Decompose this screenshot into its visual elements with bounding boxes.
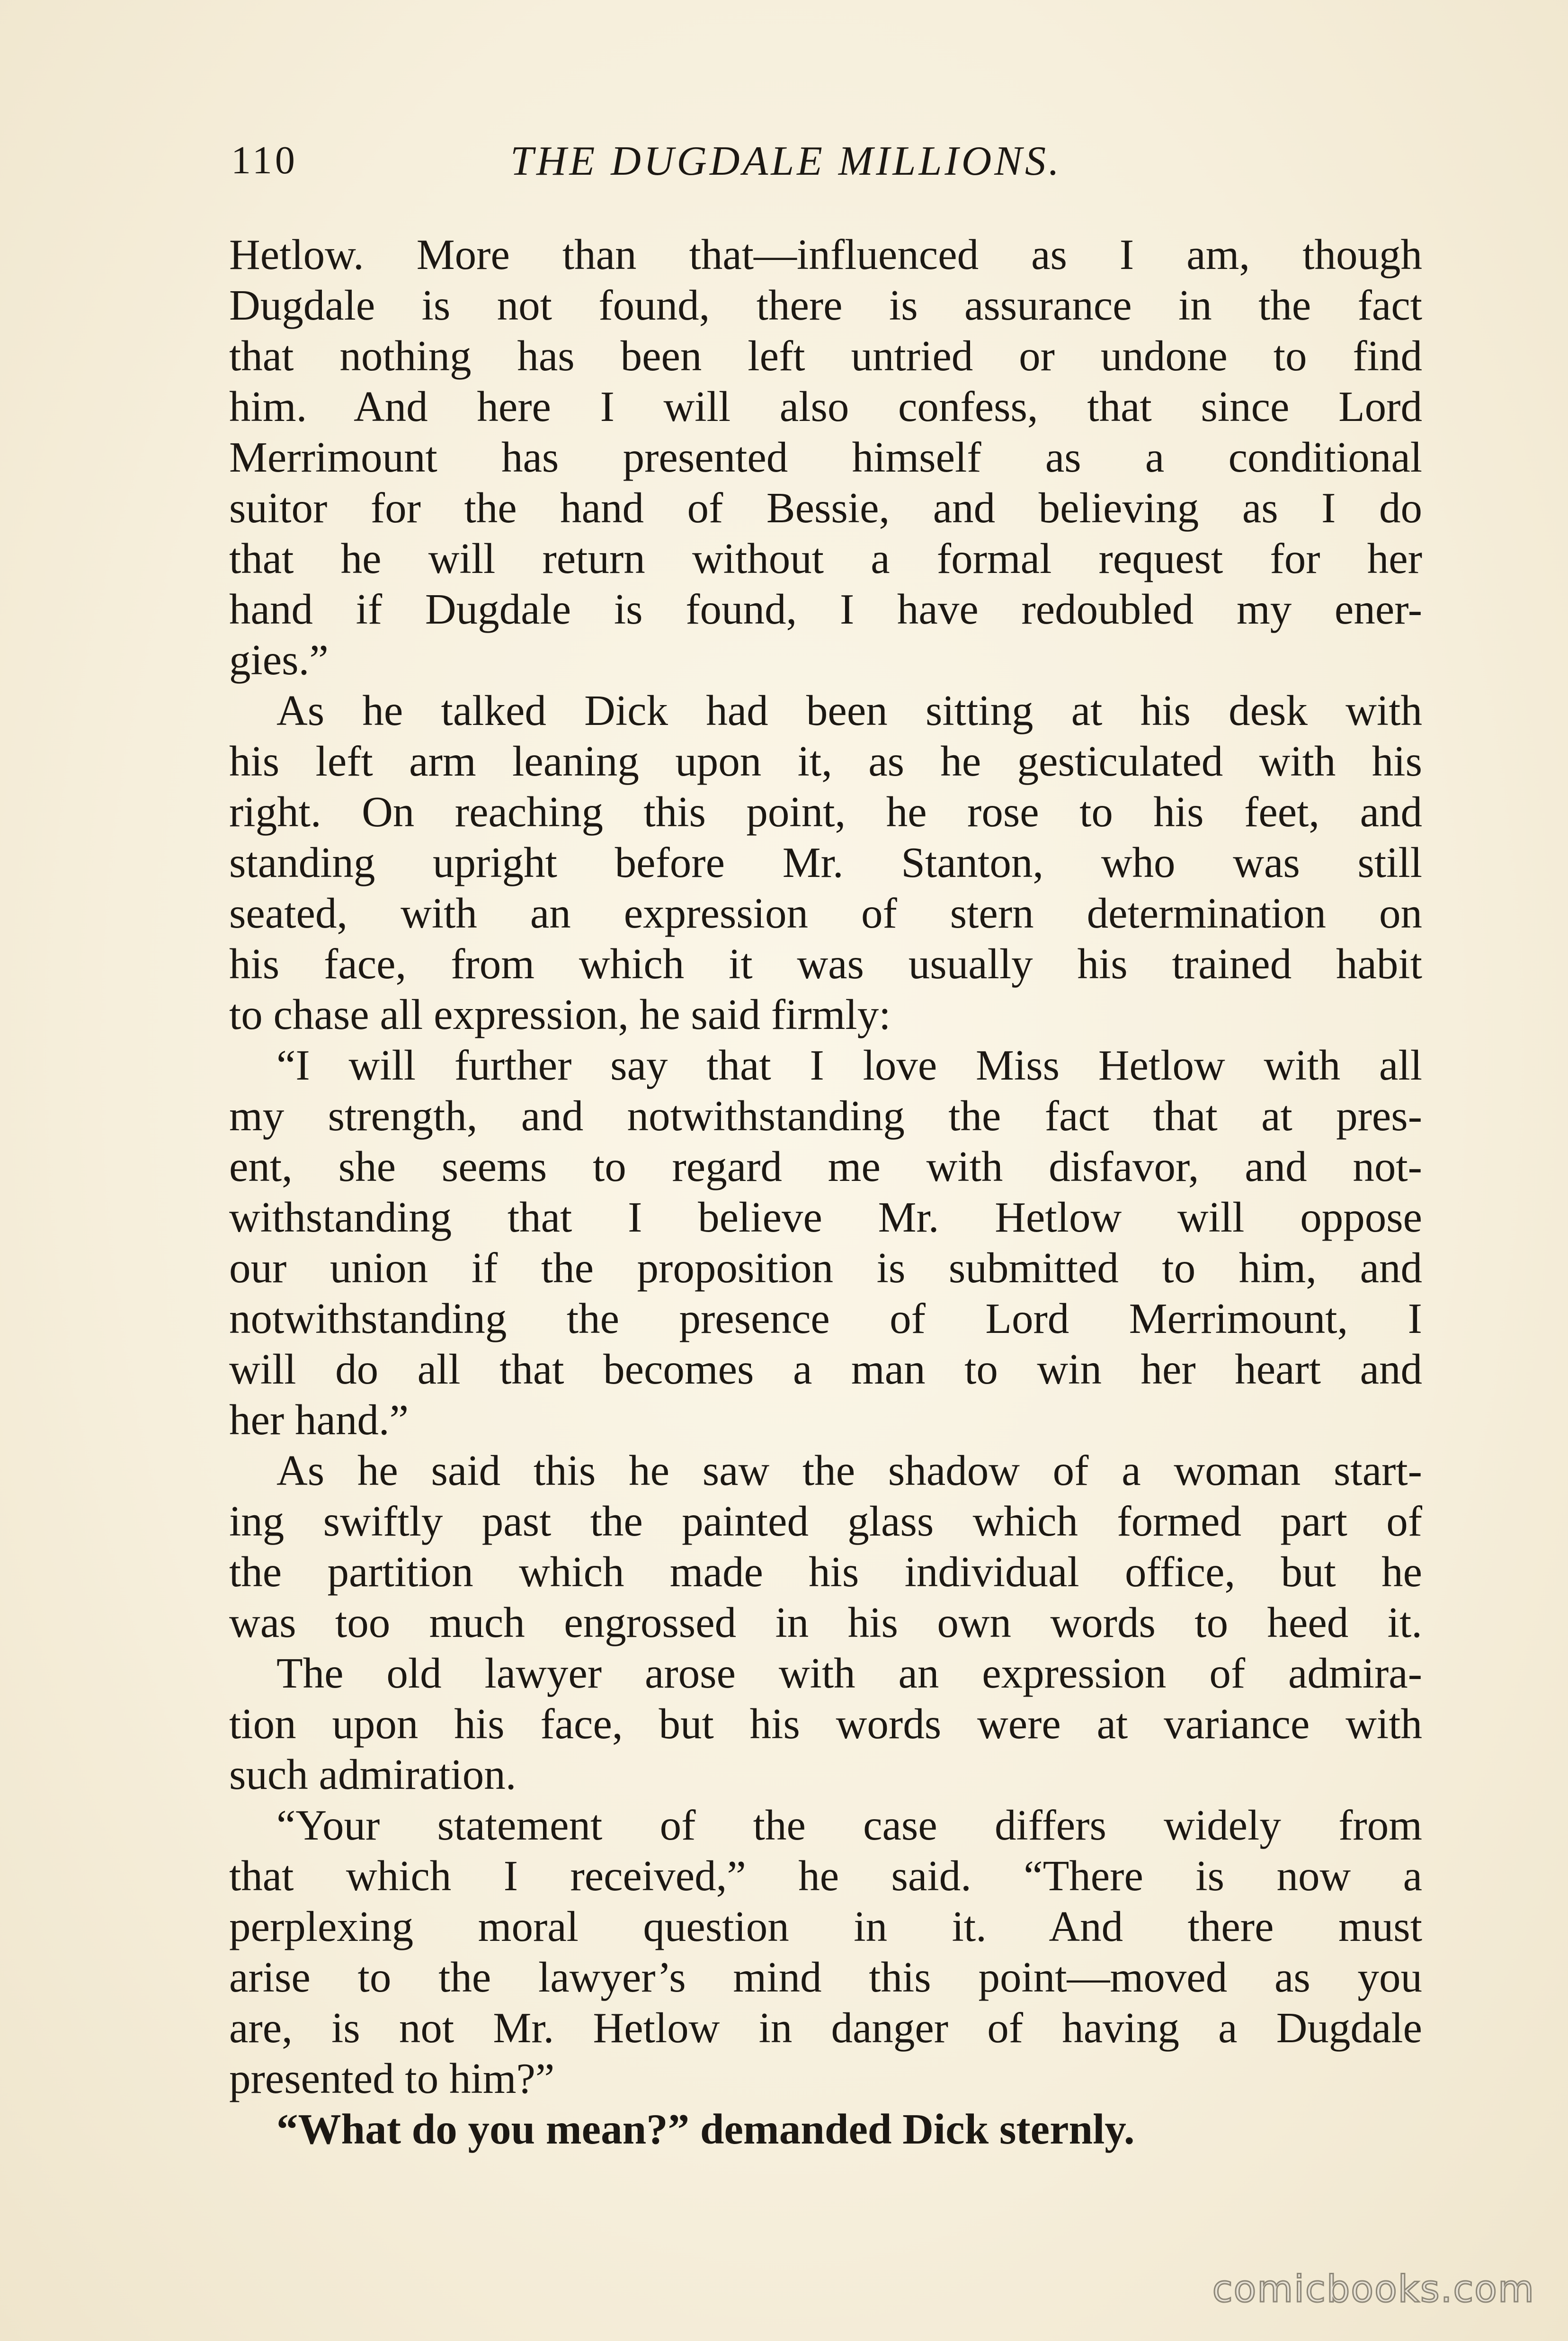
text-line: are, is not Mr. Hetlow in danger of having a Dugdale: [229, 2004, 1422, 2052]
text-line: will do all that becomes a man to win her heart and: [229, 1345, 1422, 1393]
text-line: that he will return without a formal request for her: [229, 535, 1422, 582]
text-line: such admiration.: [229, 1751, 517, 1798]
text-line: As he said this he saw the shadow of a woman start-: [276, 1447, 1422, 1494]
text-line: seated, with an expression of stern determination on: [229, 889, 1422, 937]
paragraph: [229, 229, 1422, 685]
text-line: perplexing moral question in it. And there must: [229, 1903, 1422, 1950]
text-line: his face, from which it was usually his trained habit: [229, 940, 1422, 988]
text-line: to chase all expression, he said firmly:: [229, 991, 891, 1038]
text-line: gies.”: [229, 636, 329, 684]
text-line: “I will further say that I love Miss Hetlow with all: [276, 1041, 1422, 1089]
paragraph: [229, 1040, 1422, 1445]
watermark: comicbooks.com: [1212, 2268, 1535, 2311]
text-line: The old lawyer arose with an expression of admira-: [276, 1649, 1422, 1697]
text-line: that which I received,” he said. “There is now a: [229, 1852, 1422, 1900]
text-line: “What do you mean?” demanded Dick sternly.: [276, 2105, 1135, 2153]
text-line: arise to the lawyer’s mind this point—moved as you: [229, 1953, 1422, 2001]
text-line: notwithstanding the presence of Lord Merrimount, I: [229, 1295, 1422, 1342]
running-head: [231, 137, 1424, 194]
text-line: right. On reaching this point, he rose to his feet, and: [229, 788, 1422, 836]
text-line: that nothing has been left untried or undone to find: [229, 332, 1422, 380]
running-title: THE DUGDALE MILLIONS.: [510, 138, 1062, 184]
text-line: my strength, and notwithstanding the fact that at pres-: [229, 1092, 1422, 1140]
page-number: 110: [231, 138, 298, 182]
text-line: ent, she seems to regard me with disfavor, and not-: [229, 1143, 1422, 1190]
text-line: ing swiftly past the painted glass which formed part of: [229, 1497, 1422, 1545]
text-line: him. And here I will also confess, that since Lord: [229, 383, 1422, 430]
paragraph: [229, 685, 1422, 1040]
text-line: Hetlow. More than that—influenced as I am, though: [229, 231, 1422, 278]
text-line: hand if Dugdale is found, I have redoubled my ener-: [229, 585, 1422, 633]
text-line: withstanding that I believe Mr. Hetlow will oppose: [229, 1193, 1422, 1241]
paragraph: [229, 1800, 1422, 2104]
text-line: was too much engrossed in his own words to heed it.: [229, 1599, 1422, 1646]
text-line: “Your statement of the case differs widely from: [276, 1801, 1422, 1849]
text-line: Merrimount has presented himself as a conditional: [229, 433, 1422, 481]
text-line: the partition which made his individual office, but he: [229, 1548, 1422, 1596]
text-line: suitor for the hand of Bessie, and believing as I do: [229, 484, 1422, 532]
text-line: standing upright before Mr. Stanton, who was still: [229, 839, 1422, 886]
body-text: [229, 229, 1422, 2154]
paragraph: [229, 1648, 1422, 1800]
text-line: Dugdale is not found, there is assurance in the fact: [229, 281, 1422, 329]
text-line: his left arm leaning upon it, as he gesticulated with his: [229, 737, 1422, 785]
text-line: our union if the proposition is submitted to him, and: [229, 1244, 1422, 1292]
text-line: As he talked Dick had been sitting at his desk with: [276, 687, 1422, 734]
text-line: tion upon his face, but his words were at variance with: [229, 1700, 1422, 1748]
paragraph: [229, 1445, 1422, 1648]
text-line: presented to him?”: [229, 2055, 555, 2102]
text-line: her hand.”: [229, 1396, 409, 1444]
paragraph: [229, 2104, 1422, 2154]
